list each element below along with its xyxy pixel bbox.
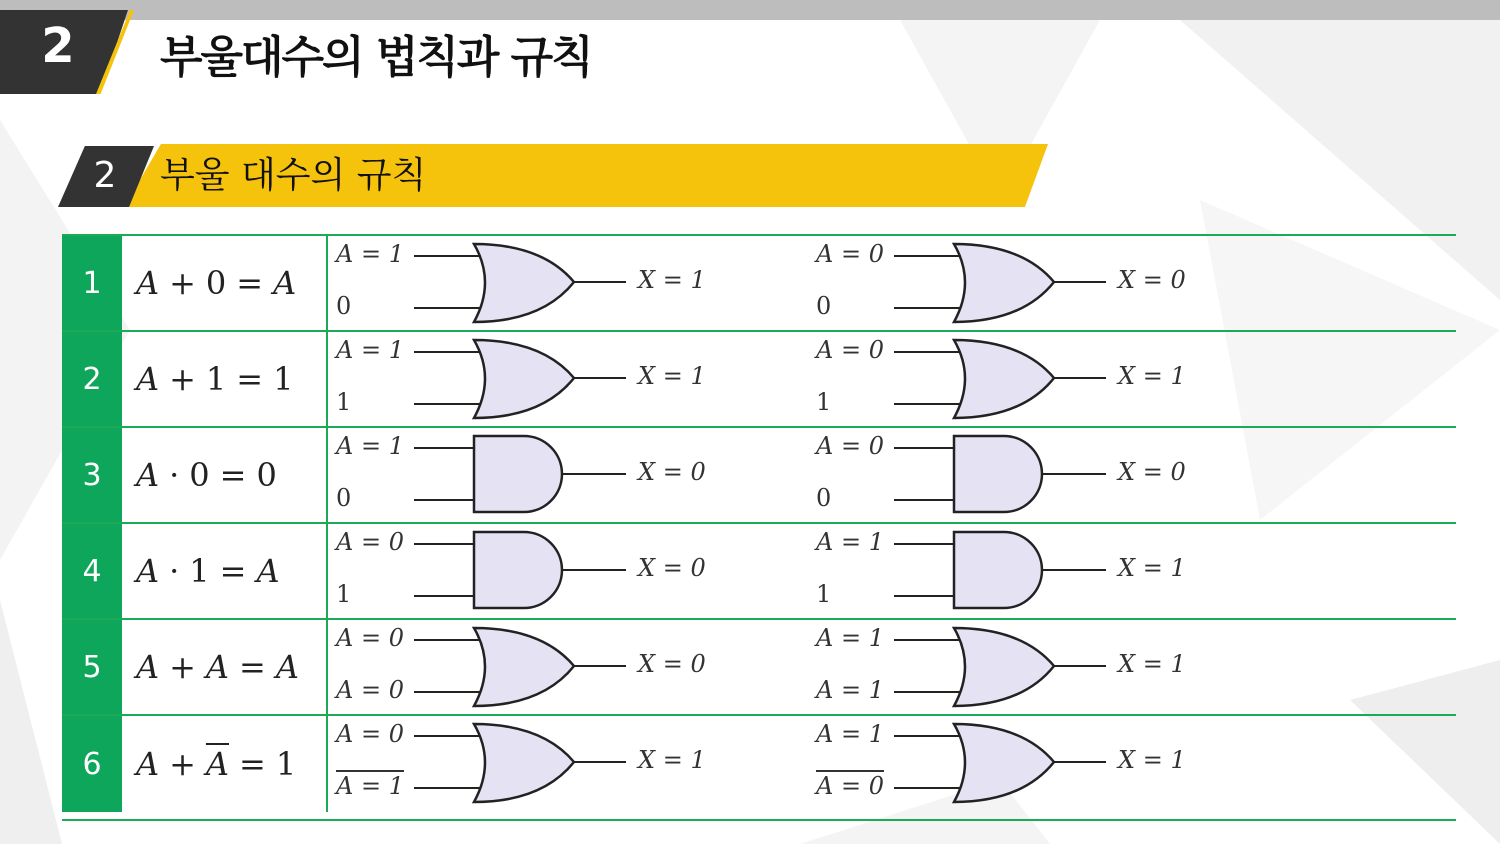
input-b-label: 0 bbox=[816, 292, 832, 320]
equation-lhs: A bbox=[136, 745, 160, 783]
output-label: X = 1 bbox=[1118, 746, 1186, 774]
rule-equation bbox=[122, 620, 328, 714]
equation-equals: = bbox=[236, 360, 264, 398]
input-b-label: 1 bbox=[816, 580, 832, 608]
equation-operand: 1 bbox=[189, 552, 210, 590]
input-a-label: A = 0 bbox=[336, 528, 404, 556]
input-b-label: A = 0 bbox=[336, 676, 404, 704]
top-strip bbox=[0, 0, 1500, 20]
rule-number: 1 bbox=[62, 236, 122, 330]
input-b-label: 1 bbox=[336, 580, 352, 608]
equation-operator: + bbox=[169, 648, 196, 686]
equation-equals: = bbox=[239, 745, 266, 783]
equation-rhs: A bbox=[256, 552, 280, 590]
output-label: X = 1 bbox=[638, 266, 706, 294]
subsection-title: 부울 대수의 규칙 bbox=[160, 155, 427, 196]
equation-operator: · bbox=[169, 456, 180, 494]
subsection-number: 2 bbox=[93, 155, 117, 196]
gate-example bbox=[808, 524, 1208, 620]
equation-operand: 0 bbox=[205, 264, 227, 302]
rule-number: 2 bbox=[62, 332, 122, 426]
gate-example bbox=[328, 236, 728, 332]
input-b-label: A = 1 bbox=[336, 772, 404, 800]
equation-operand: 1 bbox=[205, 360, 227, 398]
equation-operator: + bbox=[169, 264, 196, 302]
input-a-label: A = 1 bbox=[336, 432, 404, 460]
equation-rhs: 1 bbox=[273, 360, 294, 398]
output-label: X = 0 bbox=[1118, 458, 1186, 486]
equation-lhs: A bbox=[136, 264, 160, 302]
equation-rhs: A bbox=[275, 648, 299, 686]
rule-row bbox=[62, 620, 1456, 716]
input-a-label: A = 0 bbox=[336, 720, 404, 748]
input-a-label: A = 0 bbox=[336, 624, 404, 652]
input-a-label: A = 1 bbox=[816, 720, 884, 748]
equation-operator: · bbox=[169, 552, 180, 590]
gate-example bbox=[808, 620, 1208, 716]
gate-example bbox=[808, 716, 1208, 812]
output-label: X = 0 bbox=[638, 458, 706, 486]
input-b-label: 1 bbox=[336, 388, 352, 416]
boolean-rules-table bbox=[62, 234, 1456, 821]
equation-lhs: A bbox=[136, 360, 160, 398]
rule-number: 4 bbox=[62, 524, 122, 618]
rule-number: 3 bbox=[62, 428, 122, 522]
output-label: X = 1 bbox=[638, 746, 706, 774]
rule-row bbox=[62, 716, 1456, 812]
output-label: X = 1 bbox=[1118, 554, 1186, 582]
equation-rhs: 0 bbox=[256, 456, 277, 494]
input-a-label: A = 1 bbox=[336, 336, 404, 364]
section-number: 2 bbox=[41, 18, 75, 74]
equation-equals: = bbox=[219, 456, 247, 494]
rule-row bbox=[62, 236, 1456, 332]
equation-rhs: 1 bbox=[275, 745, 297, 783]
gate-example bbox=[328, 716, 728, 812]
rule-equation bbox=[122, 332, 328, 426]
equation-lhs: A bbox=[136, 456, 160, 494]
rule-number: 5 bbox=[62, 620, 122, 714]
gate-example bbox=[808, 332, 1208, 428]
gate-example bbox=[328, 428, 728, 524]
gate-example bbox=[328, 524, 728, 620]
input-a-label: A = 1 bbox=[816, 528, 884, 556]
rule-number: 6 bbox=[62, 716, 122, 812]
equation-operand: A bbox=[205, 648, 230, 686]
input-b-label: A = 1 bbox=[816, 676, 884, 704]
equation-lhs: A bbox=[136, 552, 160, 590]
rule-equation bbox=[122, 428, 328, 522]
input-a-label: A = 0 bbox=[816, 336, 884, 364]
equation-equals: = bbox=[236, 264, 264, 302]
equation-lhs: A bbox=[136, 648, 160, 686]
gate-example bbox=[328, 332, 728, 428]
rule-row bbox=[62, 332, 1456, 428]
input-b-label: 0 bbox=[816, 484, 832, 512]
rule-equation bbox=[122, 524, 328, 618]
gate-example bbox=[808, 236, 1208, 332]
rule-row bbox=[62, 524, 1456, 620]
equation-equals: = bbox=[239, 648, 266, 686]
rule-row bbox=[62, 428, 1456, 524]
equation-equals: = bbox=[219, 552, 247, 590]
output-label: X = 1 bbox=[1118, 362, 1186, 390]
input-b-label: 0 bbox=[336, 484, 352, 512]
input-a-label: A = 0 bbox=[816, 432, 884, 460]
output-label: X = 0 bbox=[638, 554, 706, 582]
input-b-label: 0 bbox=[336, 292, 352, 320]
gate-example bbox=[328, 620, 728, 716]
gate-example bbox=[808, 428, 1208, 524]
input-a-label: A = 1 bbox=[336, 240, 404, 268]
equation-operand: 0 bbox=[189, 456, 210, 494]
output-label: X = 1 bbox=[638, 362, 706, 390]
input-a-label: A = 0 bbox=[816, 240, 884, 268]
output-label: X = 1 bbox=[1118, 650, 1186, 678]
page-title: 부울대수의 법칙과 규칙 bbox=[160, 32, 592, 83]
output-label: X = 0 bbox=[1118, 266, 1186, 294]
rule-equation bbox=[122, 236, 328, 330]
input-a-label: A = 1 bbox=[816, 624, 884, 652]
equation-operator: + bbox=[169, 745, 196, 783]
equation-rhs: A bbox=[273, 264, 297, 302]
equation-operator: + bbox=[169, 360, 196, 398]
rule-equation bbox=[122, 716, 328, 812]
input-b-label: 1 bbox=[816, 388, 832, 416]
input-b-label: A = 0 bbox=[816, 772, 884, 800]
equation-operand: $\overline{A}$ bbox=[205, 745, 230, 783]
output-label: X = 0 bbox=[638, 650, 706, 678]
